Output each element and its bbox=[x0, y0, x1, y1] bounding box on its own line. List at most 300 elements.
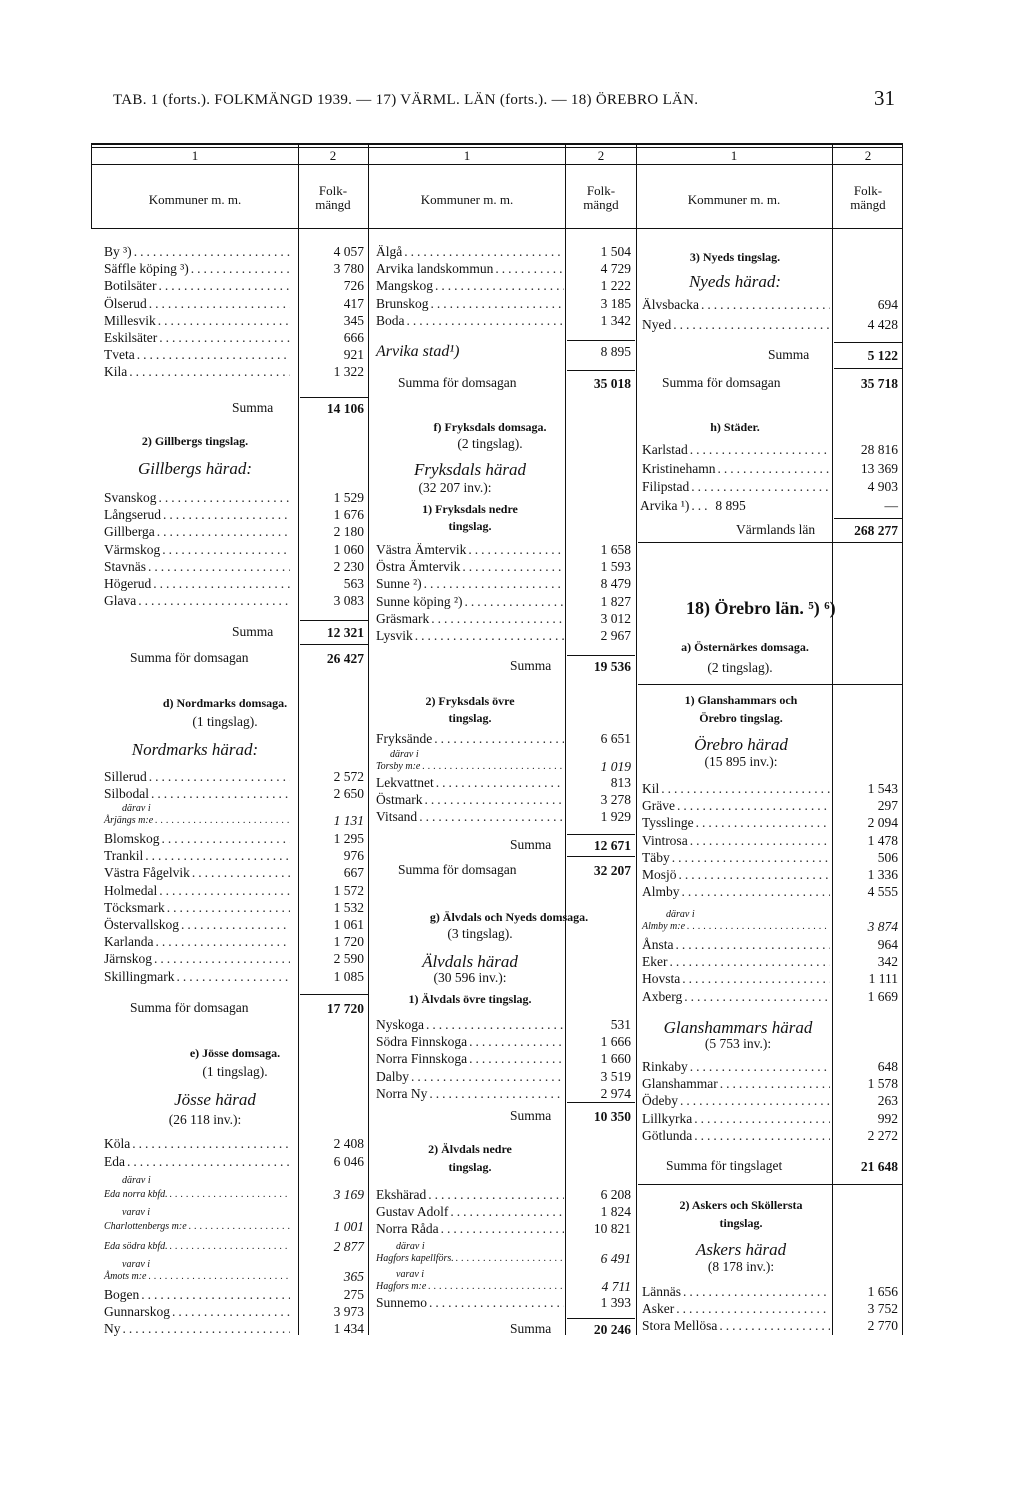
c3-nyed-dom-label: Summa för domsagan bbox=[662, 375, 781, 390]
c2-fryk-o-summa-value: 12 671 bbox=[593, 838, 631, 853]
c3-oster-ting: (2 tingslag). bbox=[707, 660, 773, 675]
row-value: 2 230 bbox=[333, 558, 364, 574]
row-label: Millesvik bbox=[104, 312, 156, 328]
colnum-2b: 2 bbox=[597, 148, 605, 163]
row-name bbox=[104, 864, 290, 881]
c3-ting-rule bbox=[638, 1184, 903, 1185]
c3-ore-inv: (15 895 inv.): bbox=[704, 754, 778, 769]
leader-dots bbox=[683, 1283, 830, 1300]
leader-dots bbox=[680, 1092, 830, 1109]
row-value: 992 bbox=[877, 1110, 898, 1126]
sub-label: varav i bbox=[122, 1259, 151, 1270]
leader-dots bbox=[429, 1085, 564, 1102]
leader-dots bbox=[694, 1110, 830, 1127]
row-name bbox=[642, 316, 830, 333]
leader-dots bbox=[192, 864, 290, 881]
row-label: Åmots m:e bbox=[104, 1271, 147, 1282]
leader-dots bbox=[162, 830, 290, 847]
colhead-folk-b: Folk- mängd bbox=[583, 183, 619, 212]
c3-varm-label: Värmlands län bbox=[736, 522, 816, 537]
c2-arvika-rule bbox=[567, 340, 635, 341]
row-name bbox=[376, 808, 564, 825]
row-label: Järnskog bbox=[104, 951, 152, 967]
row-label: Lännäs bbox=[642, 1284, 681, 1299]
row-name bbox=[104, 1238, 290, 1255]
row-value: 666 bbox=[343, 330, 364, 345]
row-value: 2 650 bbox=[333, 786, 364, 802]
row-value: 345 bbox=[343, 312, 364, 328]
row-label: Filipstad bbox=[642, 479, 690, 494]
row-name bbox=[642, 883, 830, 900]
row-value: 1 295 bbox=[333, 831, 364, 846]
row-value: 3 185 bbox=[600, 295, 631, 311]
leader-dots bbox=[701, 296, 830, 313]
row-value: 813 bbox=[610, 775, 631, 790]
row-value: 1 001 bbox=[333, 1219, 364, 1234]
leader-dots bbox=[149, 768, 290, 785]
row-label: Östra Ämtervik bbox=[376, 559, 461, 575]
row-name bbox=[376, 1278, 564, 1295]
row-value: 4 729 bbox=[600, 261, 631, 277]
row-value: 1 061 bbox=[333, 917, 364, 932]
c2-fryk-summa-value: 19 536 bbox=[593, 659, 631, 674]
row-name bbox=[376, 730, 564, 747]
row-value: 1 656 bbox=[867, 1284, 898, 1299]
c2-alv-summa-label: Summa bbox=[510, 1108, 552, 1123]
row-name bbox=[642, 1058, 830, 1075]
c1-nord-dom-label: Summa för domsagan bbox=[130, 1000, 249, 1015]
row-value: 1 504 bbox=[600, 244, 631, 259]
c3-nyed-summa-label: Summa bbox=[768, 347, 810, 362]
leader-dots bbox=[673, 316, 830, 333]
c2-alv-n-summa-label: Summa bbox=[510, 1321, 552, 1336]
leader-dots bbox=[694, 1127, 830, 1144]
row-label: Kristinehamn bbox=[642, 460, 716, 476]
colhead-folk-c: Folk- mängd bbox=[850, 183, 886, 212]
row-value: 1 060 bbox=[333, 541, 364, 557]
row-value: 4 555 bbox=[867, 884, 898, 900]
colnum-1b: 1 bbox=[463, 148, 471, 163]
leader-dots bbox=[422, 758, 564, 775]
row-label: Lillkyrka bbox=[642, 1110, 693, 1126]
row-value: 2 572 bbox=[333, 769, 364, 784]
row-name bbox=[104, 1153, 290, 1170]
row-label: Kil bbox=[642, 781, 660, 796]
row-value: 1 342 bbox=[600, 312, 631, 328]
row-value: 2 770 bbox=[867, 1318, 898, 1334]
row-label: Glava bbox=[104, 593, 137, 609]
row-value: 694 bbox=[877, 297, 898, 312]
row-name bbox=[104, 812, 290, 829]
row-name bbox=[642, 1075, 830, 1092]
row-label: Vitsand bbox=[376, 809, 418, 825]
row-label: Eker bbox=[642, 954, 668, 970]
row-label: Nyskoga bbox=[376, 1017, 424, 1032]
row-label: Axberg bbox=[642, 988, 683, 1004]
c2-fryk-sec: f) Fryksdals domsaga. bbox=[433, 420, 547, 434]
row-name bbox=[104, 1186, 290, 1203]
row-value: 648 bbox=[877, 1059, 898, 1074]
leader-dots bbox=[682, 883, 830, 900]
c3-oster-rule bbox=[638, 684, 903, 685]
row-value: 263 bbox=[877, 1093, 898, 1109]
row-name bbox=[642, 953, 830, 970]
row-value: 13 369 bbox=[860, 460, 898, 476]
leader-dots bbox=[148, 558, 290, 575]
row-name bbox=[642, 1300, 830, 1317]
page-number: 31 bbox=[874, 86, 895, 110]
colhead-kommuner-c: Kommuner m. m. bbox=[687, 192, 781, 207]
row-value: 4 057 bbox=[333, 244, 364, 259]
row-label: Eda bbox=[104, 1154, 125, 1169]
c2-alv-inv: (30 596 inv.): bbox=[433, 970, 507, 985]
row-name bbox=[376, 1220, 564, 1237]
leader-dots bbox=[676, 1300, 830, 1317]
c3-nyed-rule bbox=[834, 342, 902, 343]
row-label: Trankil bbox=[104, 848, 144, 864]
row-label: Årjängs m:e bbox=[104, 815, 154, 826]
leader-dots bbox=[672, 849, 830, 866]
row-label: Högerud bbox=[104, 576, 152, 591]
row-label: Sillerud bbox=[104, 769, 147, 784]
row-label: Hovsta bbox=[642, 971, 681, 987]
row-value: 1 532 bbox=[333, 899, 364, 915]
row-value: 3 278 bbox=[600, 792, 631, 808]
row-value: 1 019 bbox=[600, 759, 631, 774]
c3-nyed-summa-value: 5 122 bbox=[867, 348, 898, 363]
c2-fryk-o-summa-label: Summa bbox=[510, 837, 552, 852]
row-name bbox=[642, 1092, 830, 1109]
row-name bbox=[104, 882, 290, 899]
c1-gill-dom-label: Summa för domsagan bbox=[130, 650, 249, 665]
row-label: Stora Mellösa bbox=[642, 1318, 718, 1334]
c2-alv-harad: Älvdals härad bbox=[422, 952, 518, 971]
sub-label: därav i bbox=[390, 749, 419, 760]
leader-dots bbox=[469, 1033, 564, 1050]
row-value: 531 bbox=[610, 1017, 631, 1032]
row-label: Botilsäter bbox=[104, 278, 157, 294]
row-name bbox=[104, 506, 290, 523]
leader-dots bbox=[134, 243, 290, 260]
leader-dots bbox=[132, 1135, 290, 1152]
row-value: 1 824 bbox=[600, 1204, 631, 1220]
leader-dots bbox=[137, 346, 290, 363]
leader-dots bbox=[145, 847, 290, 864]
c2-dom-value: 35 018 bbox=[593, 376, 631, 391]
row-value: 4 428 bbox=[867, 317, 898, 332]
row-name bbox=[104, 363, 290, 380]
row-value: 28 816 bbox=[860, 442, 898, 457]
row-name bbox=[376, 1068, 564, 1085]
row-label: Hagfors kapellförs. bbox=[376, 1253, 454, 1264]
row-name bbox=[376, 260, 564, 277]
sub-label: därav i bbox=[122, 1175, 151, 1186]
leader-dots bbox=[691, 478, 830, 495]
sub-label: varav i bbox=[396, 1269, 425, 1280]
colnum-2c: 2 bbox=[864, 148, 872, 163]
c2-fryk-o-sec2: tingslag. bbox=[448, 711, 492, 725]
c3-varm-value: 268 277 bbox=[854, 523, 898, 538]
c3-askers-sec: 2) Askers och Sköllersta bbox=[679, 1198, 803, 1212]
row-value: 1 572 bbox=[333, 882, 364, 898]
row-name bbox=[376, 1033, 564, 1050]
row-value: 1 085 bbox=[333, 968, 364, 984]
leader-dots bbox=[468, 541, 564, 558]
row-value: 2 408 bbox=[333, 1136, 364, 1151]
row-value: 1 666 bbox=[600, 1034, 631, 1050]
c3-arvika-mid: 8 895 bbox=[715, 498, 746, 513]
leader-dots bbox=[677, 797, 830, 814]
leader-dots bbox=[679, 866, 830, 883]
row-value: 1 478 bbox=[867, 832, 898, 848]
row-value: 1 720 bbox=[333, 934, 364, 950]
c2-alv-n-rule bbox=[567, 1318, 635, 1319]
row-value: 2 590 bbox=[333, 951, 364, 967]
c2-fryk-summa-label: Summa bbox=[510, 658, 552, 673]
c1-josse-ting: (1 tingslag). bbox=[202, 1064, 268, 1079]
c3-arvika-label: Arvika ¹) bbox=[640, 498, 690, 513]
c3-orebro-title: 18) Örebro län. ⁵) ⁶) bbox=[686, 598, 836, 618]
leader-dots bbox=[718, 460, 831, 477]
c2-fryk-harad: Fryksdals härad bbox=[414, 460, 526, 479]
row-value: 417 bbox=[343, 295, 364, 311]
c2-alv-n-sec2: tingslag. bbox=[448, 1160, 492, 1174]
c2-fryk-inv: (32 207 inv.): bbox=[418, 480, 492, 495]
row-label: Älvsbacka bbox=[642, 297, 699, 312]
c1-gill-harad: Gillbergs härad: bbox=[137, 459, 253, 478]
row-name bbox=[376, 774, 564, 791]
c3-nyed-dom-value: 35 718 bbox=[860, 376, 898, 391]
row-value: 6 046 bbox=[333, 1154, 364, 1169]
c1-gill-rule bbox=[300, 620, 368, 621]
row-name bbox=[642, 918, 830, 935]
leader-dots bbox=[159, 277, 291, 294]
row-name bbox=[376, 1085, 564, 1102]
row-name bbox=[376, 1050, 564, 1067]
row-value: 667 bbox=[343, 865, 364, 881]
row-name bbox=[104, 768, 290, 785]
leader-dots bbox=[159, 329, 290, 346]
row-name bbox=[642, 832, 830, 849]
row-label: Götlunda bbox=[642, 1127, 693, 1143]
leader-dots bbox=[465, 593, 564, 610]
row-label: Gillberga bbox=[104, 524, 155, 540]
leader-dots bbox=[155, 933, 290, 950]
leader-dots bbox=[167, 899, 290, 916]
row-label: Gräve bbox=[642, 798, 675, 814]
row-value: 4 711 bbox=[601, 1279, 631, 1294]
row-name bbox=[104, 950, 290, 967]
c3-varm-rule bbox=[834, 518, 902, 519]
row-label: Ånsta bbox=[642, 937, 674, 952]
row-label: Ny bbox=[104, 1321, 121, 1337]
row-value: 1 593 bbox=[600, 559, 631, 575]
c2-fryk-o-rule bbox=[567, 834, 635, 835]
row-name bbox=[642, 936, 830, 953]
row-value: 342 bbox=[877, 954, 898, 970]
col-sep-d bbox=[636, 145, 637, 1335]
row-name bbox=[376, 593, 564, 610]
row-label: Mangskog bbox=[376, 278, 433, 294]
c3-ting-summa-value: 21 648 bbox=[860, 1159, 898, 1174]
row-label: Köla bbox=[104, 1136, 131, 1151]
row-value: 1 393 bbox=[600, 1295, 631, 1310]
sub-label: därav i bbox=[122, 803, 151, 814]
leader-dots bbox=[425, 791, 565, 808]
colhead-kommuner-a: Kommuner m. m. bbox=[148, 192, 242, 207]
row-name bbox=[376, 1203, 564, 1220]
row-label: Värmskog bbox=[104, 541, 161, 557]
leader-dots bbox=[191, 260, 290, 277]
c3-arvika-value: — bbox=[884, 498, 898, 513]
row-name bbox=[376, 243, 564, 260]
row-value: 297 bbox=[877, 798, 898, 814]
row-value: 506 bbox=[877, 849, 898, 865]
c2-fryk-n-sec2: tingslag. bbox=[448, 519, 492, 533]
leader-dots bbox=[661, 780, 830, 797]
row-name bbox=[104, 346, 290, 363]
row-name bbox=[104, 1303, 290, 1320]
leader-dots bbox=[435, 277, 564, 294]
row-label: Norra Ny bbox=[376, 1085, 428, 1101]
row-name bbox=[642, 780, 830, 797]
leader-dots bbox=[696, 814, 830, 831]
top-rule-2 bbox=[91, 147, 903, 148]
row-value: 1 578 bbox=[867, 1076, 898, 1092]
leader-dots bbox=[436, 774, 564, 791]
header-bottom-rule bbox=[91, 228, 903, 229]
row-value: 2 180 bbox=[333, 524, 364, 540]
leader-dots bbox=[162, 541, 290, 558]
row-value: 3 874 bbox=[867, 919, 898, 934]
row-label: Sunne köping ²) bbox=[376, 593, 463, 609]
c3-glans-inv: (5 753 inv.): bbox=[704, 1036, 772, 1051]
row-value: 2 967 bbox=[600, 628, 631, 643]
row-label: Almby bbox=[642, 884, 680, 900]
row-name bbox=[376, 575, 564, 592]
col-sep-a bbox=[298, 145, 299, 1335]
row-value: 1 543 bbox=[867, 781, 898, 796]
leader-dots bbox=[149, 295, 290, 312]
c3-askers-harad: Askers härad bbox=[695, 1240, 787, 1259]
row-value: 1 929 bbox=[600, 809, 631, 825]
leader-dots bbox=[181, 916, 290, 933]
leader-dots bbox=[687, 918, 830, 935]
row-label: Tysslinge bbox=[642, 815, 694, 831]
leader-dots bbox=[154, 950, 290, 967]
row-value: 1 827 bbox=[600, 593, 631, 609]
row-value: 3 973 bbox=[333, 1304, 364, 1320]
row-label: Ölserud bbox=[104, 295, 147, 311]
c3-varm-rule2 bbox=[638, 542, 903, 543]
leader-dots bbox=[170, 1186, 290, 1203]
leader-dots bbox=[495, 260, 564, 277]
leader-dots bbox=[411, 1068, 564, 1085]
c2-fryk-rule bbox=[567, 655, 635, 656]
row-value: 1 669 bbox=[867, 988, 898, 1004]
row-label: Sunnemo bbox=[376, 1295, 428, 1310]
leader-dots bbox=[441, 1220, 564, 1237]
c1-summa-label: Summa bbox=[232, 400, 274, 415]
leader-dots bbox=[690, 832, 830, 849]
leader-dots bbox=[177, 968, 291, 985]
row-name bbox=[104, 541, 290, 558]
row-value: 1 336 bbox=[867, 867, 898, 882]
row-name bbox=[104, 1320, 290, 1337]
row-name bbox=[104, 899, 290, 916]
row-name bbox=[642, 866, 830, 883]
row-name bbox=[376, 1016, 564, 1033]
row-name bbox=[642, 441, 830, 458]
c3-glans-sec: 1) Glanshammars och bbox=[684, 693, 798, 707]
row-name bbox=[104, 295, 290, 312]
row-label: Blomskog bbox=[104, 831, 160, 846]
leader-dots bbox=[690, 1058, 830, 1075]
leader-dots bbox=[159, 882, 290, 899]
row-name bbox=[642, 797, 830, 814]
row-label: Karlstad bbox=[642, 442, 688, 457]
row-name bbox=[376, 558, 564, 575]
c2-arvika-label: Arvika stad¹) bbox=[376, 343, 460, 360]
row-label: Ekshärad bbox=[376, 1187, 427, 1202]
page-header bbox=[113, 86, 903, 116]
row-label: Täby bbox=[642, 849, 670, 865]
c1-gill-summa-label: Summa bbox=[232, 624, 274, 639]
leader-dots bbox=[462, 558, 564, 575]
c2-fryk-dom-label: Summa för domsagan bbox=[398, 862, 517, 877]
row-name bbox=[642, 296, 830, 313]
row-label: Skillingmark bbox=[104, 968, 175, 984]
header-title: TAB. 1 (forts.). FOLKMÄNGD 1939. — 17) VÄRML. LÄN (forts.). — 18) ÖREBRO LÄN. bbox=[113, 92, 699, 108]
row-label: Glanshammar bbox=[642, 1076, 718, 1092]
c1-gill-summa-value: 12 321 bbox=[326, 625, 364, 640]
row-value: 1 658 bbox=[600, 542, 631, 557]
row-name bbox=[104, 329, 290, 346]
row-label: Ödeby bbox=[642, 1093, 678, 1109]
row-name bbox=[642, 460, 830, 477]
c3-ting-summa-label: Summa för tingslaget bbox=[666, 1158, 783, 1173]
subheader-rule bbox=[91, 164, 903, 165]
row-label: Töcksmark bbox=[104, 899, 165, 915]
leader-dots bbox=[189, 1218, 290, 1235]
row-value: 1 676 bbox=[333, 507, 364, 523]
leader-dots bbox=[127, 1153, 290, 1170]
row-label: Långserud bbox=[104, 507, 161, 523]
row-name bbox=[376, 1250, 564, 1267]
c3-nyed-sec: 3) Nyeds tingslag. bbox=[689, 250, 781, 264]
leader-dots bbox=[450, 1203, 564, 1220]
row-label: Arvika landskommun bbox=[376, 261, 494, 277]
leader-dots bbox=[720, 1075, 830, 1092]
row-label: Boda bbox=[376, 312, 405, 328]
row-name bbox=[104, 933, 290, 950]
colnum-1c: 1 bbox=[730, 148, 738, 163]
colhead-kommuner-b: Kommuner m. m. bbox=[420, 192, 514, 207]
row-value: 2 272 bbox=[867, 1127, 898, 1143]
c2-alv-n-sec: 2) Älvdals nedre bbox=[428, 1142, 512, 1156]
row-label: Stavnäs bbox=[104, 558, 146, 574]
row-name bbox=[104, 968, 290, 985]
row-label: Asker bbox=[642, 1301, 675, 1317]
row-label: Eda norra kbfd. bbox=[104, 1189, 168, 1200]
row-label: Lysvik bbox=[376, 628, 413, 643]
leader-dots bbox=[456, 1250, 564, 1267]
row-value: 4 903 bbox=[867, 479, 898, 494]
row-value: 1 529 bbox=[333, 490, 364, 505]
row-value: 1 434 bbox=[333, 1321, 364, 1337]
c1-nord-sec: d) Nordmarks domsaga. bbox=[162, 696, 288, 710]
row-name bbox=[376, 1186, 564, 1203]
